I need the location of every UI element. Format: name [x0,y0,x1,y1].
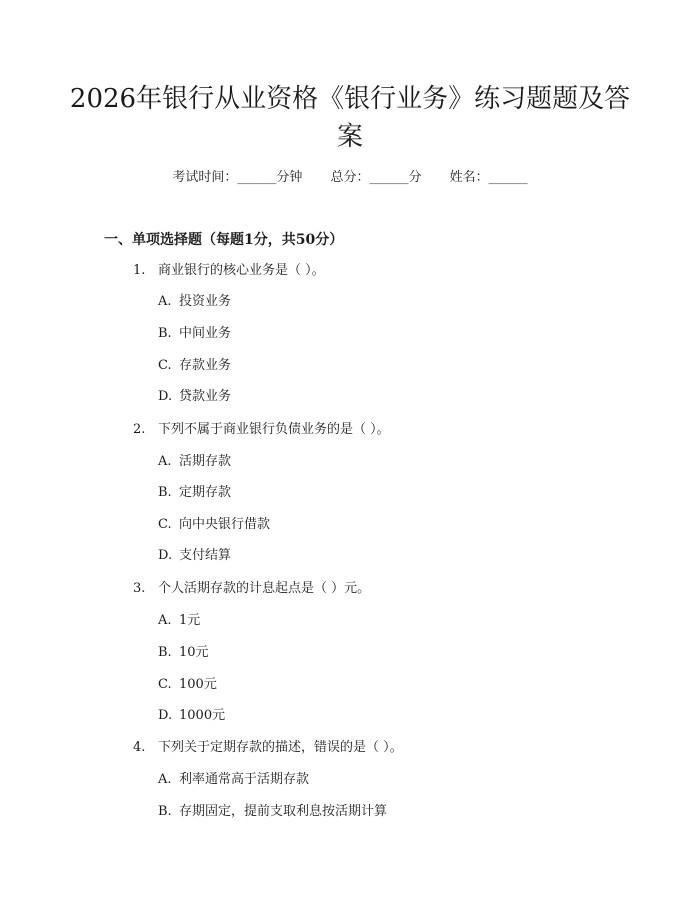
option-letter: B. [158,485,172,500]
option-3d [158,706,225,726]
option-letter: C. [158,517,172,532]
exam-time-field: 考试时间：______分钟 [172,170,303,185]
option-3c [158,675,217,695]
option-letter: B. [158,804,172,819]
question-2 [133,420,390,440]
question-number: 2. [133,422,146,437]
option-text: 向中央银行借款 [179,517,271,532]
option-letter: D. [158,548,173,563]
question-text: 下列不属于商业银行负债业务的是（ ）。 [158,422,390,437]
option-letter: A. [158,294,172,309]
option-text: 存期固定，提前支取利息按活期计算 [179,804,388,819]
option-letter: D. [158,708,173,723]
question-3 [133,579,370,599]
option-text: 1000元 [179,708,226,723]
question-number: 1. [133,263,146,278]
option-2b [158,483,231,503]
question-text: 下列关于定期存款的描述，错误的是（ ）。 [158,740,403,755]
option-text: 10元 [179,645,209,660]
option-letter: C. [158,677,172,692]
option-1b [158,324,231,344]
option-text: 活期存款 [179,454,232,469]
option-letter: A. [158,772,172,787]
option-3b [158,643,209,663]
option-letter: C. [158,358,172,373]
option-4b [158,802,387,822]
option-text: 投资业务 [179,294,232,309]
question-number: 4. [133,740,146,755]
option-1c [158,356,231,376]
option-3a [158,611,200,631]
question-1 [133,261,325,281]
section-heading: 一、单项选择题（每题1分，共50分） [104,232,344,248]
total-score-field: 总分：______分 [330,170,422,185]
option-text: 存款业务 [179,358,232,373]
option-1d [158,387,231,407]
option-2c [158,515,270,535]
option-2a [158,452,231,472]
option-letter: D. [158,389,173,404]
question-4 [133,738,403,758]
option-text: 利率通常高于活期存款 [179,772,310,787]
option-text: 贷款业务 [179,389,232,404]
option-1a [158,292,231,312]
option-letter: B. [158,645,172,660]
option-text: 1元 [179,613,201,628]
page-title: 2026年银行从业资格《银行业务》练习题题及答案 [69,84,631,152]
option-text: 中间业务 [179,326,232,341]
option-2d [158,546,231,566]
exam-info-line [0,168,700,188]
option-letter: B. [158,326,172,341]
option-text: 支付结算 [179,548,232,563]
question-number: 3. [133,581,146,596]
option-text: 定期存款 [179,485,232,500]
name-field: 姓名：______ [449,170,528,185]
option-text: 100元 [179,677,217,692]
option-letter: A. [158,454,172,469]
option-4a [158,770,309,790]
question-text: 个人活期存款的计息起点是（ ）元。 [158,581,371,596]
question-text: 商业银行的核心业务是（ ）。 [158,263,325,278]
option-letter: A. [158,613,172,628]
